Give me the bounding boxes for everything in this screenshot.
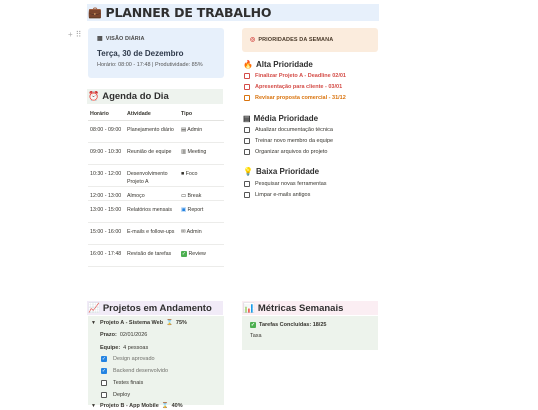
projects-callout xyxy=(88,316,224,409)
agenda-table xyxy=(88,108,224,267)
chart-icon: 📈 xyxy=(88,302,100,314)
calendar-icon: ▦ xyxy=(97,36,103,42)
list-item[interactable]: Limpar e-mails antigos xyxy=(244,191,327,199)
cell-type[interactable]: ■ Foco xyxy=(179,164,224,186)
briefcase-icon: 💼 xyxy=(88,6,102,19)
bar-chart-icon: 📊 xyxy=(243,302,255,314)
daily-view-date: Terça, 30 de Dezembro xyxy=(97,49,184,58)
daily-view-hours: Horário: 08:00 - 17:48 | Produtividade: 85% xyxy=(97,62,203,68)
table-row[interactable] xyxy=(88,222,224,244)
cup-icon: ▭ xyxy=(181,192,187,199)
list-item[interactable]: Organizar arquivos do projeto xyxy=(244,148,333,156)
cell-time[interactable]: 09:00 - 10:30 xyxy=(88,142,125,164)
cell-time[interactable]: 13:00 - 15:00 xyxy=(88,200,125,222)
target-icon: ◎ xyxy=(250,37,256,43)
list-item[interactable]: Testes finais xyxy=(101,377,221,389)
column-header-activity: Atividade xyxy=(125,108,179,120)
task-checkbox[interactable] xyxy=(101,380,107,386)
completed-tasks-metric: ✓ Tarefas Concluídas: 18/25 xyxy=(250,321,327,328)
check-icon: ✓ xyxy=(250,321,256,328)
page-title xyxy=(87,4,379,21)
list-item[interactable]: Apresentação para cliente - 03/01 xyxy=(244,83,346,91)
cell-activity[interactable]: Revisão de tarefas xyxy=(125,244,179,266)
cell-time[interactable]: 08:00 - 09:00 xyxy=(88,120,125,142)
table-row[interactable] xyxy=(88,142,224,164)
list-item[interactable]: ✓ Backend desenvolvido xyxy=(101,367,169,374)
medium-priority-list xyxy=(244,126,333,156)
hourglass-icon: ⌛ xyxy=(161,402,169,409)
envelope-icon: ✉ xyxy=(181,228,186,235)
clipboard-icon: ▤ xyxy=(181,126,187,133)
page-title-text: PLANNER DE TRABALHO xyxy=(105,5,272,20)
list-item[interactable]: ✓ Design aprovado xyxy=(101,355,155,362)
low-priority-list xyxy=(244,180,327,199)
metrics-heading: 📊 Métricas Semanais xyxy=(242,301,378,315)
high-priority-heading: 🔥 Alta Prioridade xyxy=(243,60,313,69)
task-checkbox[interactable] xyxy=(244,95,250,101)
cell-type[interactable]: ▭ Break xyxy=(179,186,224,200)
task-checkbox[interactable] xyxy=(244,192,250,198)
daily-view-callout xyxy=(88,28,224,78)
task-checkbox[interactable] xyxy=(244,73,250,79)
triangle-down-icon[interactable]: ▼ xyxy=(91,402,96,409)
triangle-down-icon[interactable]: ▼ xyxy=(91,319,96,326)
task-checkbox[interactable] xyxy=(101,392,107,398)
priorities-label: ◎ PRIORIDADES DA SEMANA xyxy=(250,37,334,43)
cell-activity[interactable]: E-mails e follow-ups xyxy=(125,222,179,244)
cell-time[interactable]: 10:30 - 12:00 xyxy=(88,164,125,186)
cell-activity[interactable]: Almoço xyxy=(125,186,179,200)
chart-icon: ▣ xyxy=(181,206,187,213)
cell-type[interactable]: ▥ Meeting xyxy=(179,142,224,164)
toggle-project-b[interactable]: ▼ Projeto B - App Mobile ⌛ 40% xyxy=(91,402,183,409)
check-icon: ✓ xyxy=(181,250,187,257)
cell-type[interactable]: ▤ Admin xyxy=(179,120,224,142)
task-checkbox[interactable] xyxy=(244,149,250,155)
alarm-clock-icon: ⏰ xyxy=(88,91,100,101)
block-handle[interactable] xyxy=(68,31,82,39)
team-row: Equipe: 4 pessoas xyxy=(100,344,149,351)
list-item[interactable]: Pesquisar novas ferramentas xyxy=(244,180,327,188)
task-checkbox[interactable] xyxy=(244,181,250,187)
black-square-icon: ■ xyxy=(181,170,185,177)
agenda-heading: ⏰ Agenda do Dia xyxy=(87,89,223,104)
high-priority-list xyxy=(244,72,346,102)
cell-type[interactable]: ▣ Report xyxy=(179,200,224,222)
cell-type[interactable]: ✓ Review xyxy=(179,244,224,266)
hourglass-icon: ⌛ xyxy=(166,319,173,326)
add-block-icon[interactable]: + xyxy=(68,30,73,39)
table-row[interactable] xyxy=(88,186,224,200)
metrics-callout xyxy=(242,316,378,350)
fire-icon: 🔥 xyxy=(243,60,253,69)
low-priority-heading: 💡 Baixa Prioridade xyxy=(243,167,320,176)
drag-handle-icon[interactable]: ⠿ xyxy=(75,30,82,39)
task-checkbox[interactable] xyxy=(244,127,250,133)
cell-time[interactable]: 12:00 - 13:00 xyxy=(88,186,125,200)
table-row[interactable] xyxy=(88,244,224,266)
column-header-type: Tipo xyxy=(179,108,224,120)
list-item[interactable]: Treinar novo membro da equipe xyxy=(244,137,333,145)
cell-activity[interactable]: Planejamento diário xyxy=(125,120,179,142)
people-icon: ▥ xyxy=(181,148,187,155)
medium-priority-heading: ▤ Média Prioridade xyxy=(243,114,319,123)
cell-time[interactable]: 15:00 - 16:00 xyxy=(88,222,125,244)
checked-checkbox[interactable]: ✓ xyxy=(101,355,107,362)
task-checkbox[interactable] xyxy=(244,138,250,144)
column-header-time: Horário xyxy=(88,108,125,120)
table-row[interactable] xyxy=(88,120,224,142)
rate-metric: Taxa xyxy=(250,333,262,339)
cell-activity[interactable]: Desenvolvimento Projeto A xyxy=(125,164,179,186)
deadline-row: Prazo: 02/01/2026 xyxy=(100,331,148,338)
cell-time[interactable]: 16:00 - 17:48 xyxy=(88,244,125,266)
list-item[interactable]: Finalizar Projeto A - Deadline 02/01 xyxy=(244,72,346,80)
projects-heading: 📈 Projetos em Andamento xyxy=(87,301,223,315)
daily-view-label: ▦ VISÃO DIÁRIA xyxy=(97,36,145,42)
list-item[interactable]: Deploy xyxy=(101,389,221,401)
toggle-project-a[interactable]: ▼ Projeto A - Sistema Web ⌛ 75% xyxy=(91,319,187,326)
agenda-header-row xyxy=(88,108,224,120)
notebook-icon: ▤ xyxy=(243,114,251,123)
cell-type[interactable]: ✉ Admin xyxy=(179,222,224,244)
list-item[interactable]: Revisar proposta comercial - 31/12 xyxy=(244,94,346,102)
list-item[interactable]: Atualizar documentação técnica xyxy=(244,126,333,134)
table-row[interactable] xyxy=(88,164,224,186)
checked-checkbox[interactable]: ✓ xyxy=(101,367,107,374)
lightbulb-icon: 💡 xyxy=(243,167,253,176)
priorities-callout xyxy=(242,28,378,52)
task-checkbox[interactable] xyxy=(244,84,250,90)
cell-activity[interactable]: Reunião de equipe xyxy=(125,142,179,164)
table-row[interactable] xyxy=(88,200,224,222)
cell-activity[interactable]: Relatórios mensais xyxy=(125,200,179,222)
